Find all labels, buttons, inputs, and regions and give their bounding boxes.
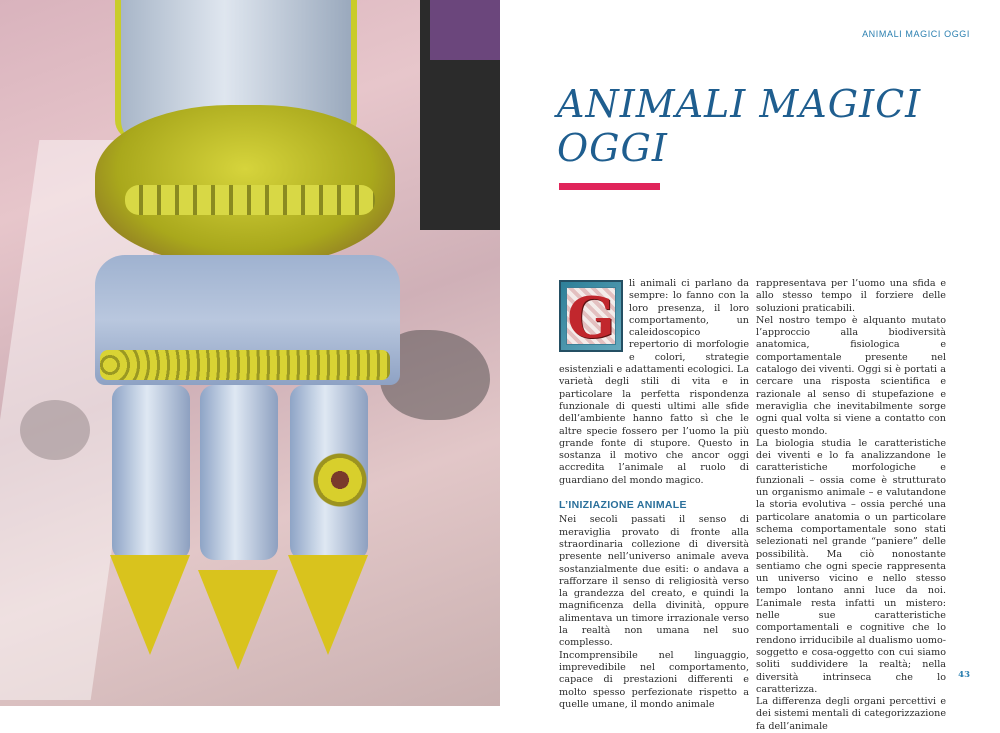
photo-claw bbox=[198, 570, 278, 670]
body-paragraph: Nel nostro tempo è alquanto mutato l’approccio alla biodiversità anatomica, fisiologica e comportamentale presente nel catalogo dei viventi. Oggi si è portati a cercare una risposta scientifica e razionale al senso di stupefazione e meraviglia che inevitabilmente sorge ogni qual volta si viene a contatto con questo mondo. bbox=[756, 314, 946, 437]
dropcap-letter: G bbox=[567, 285, 615, 351]
running-head: ANIMALI MAGICI OGGI bbox=[862, 29, 970, 39]
chapter-title: ANIMALI MAGICI OGGI bbox=[557, 82, 922, 170]
photo-bead-band bbox=[100, 350, 390, 380]
section-heading: L’INIZIAZIONE ANIMALE bbox=[559, 499, 687, 512]
page-number: 43 bbox=[958, 670, 970, 680]
body-paragraph: La differenza degli organi percettivi e dei sistemi mentali di categorizzazione fa dell’animale bbox=[756, 696, 946, 732]
photo-claw bbox=[110, 555, 190, 655]
photo-claw bbox=[288, 555, 368, 655]
body-paragraph: La biologia studia le caratteristiche dei viventi e lo fa analizzandone le caratteristiche morfologiche e funzionali – ossia come è strutturato un organismo animale – e valutandone la storia evolutiva – ossia perché una particolare anatomia o un particolare schema comportamentale sono stati selezionati nel grande “paniere” delle possibilità. Ma ciò nonostante sentiamo che ogni specie rappresenta un universo vicino e nello stesso tempo lontano anni luce da noi. L’animale resta infatti un mistero: nelle sue caratteristiche comportamentali e cognitive che lo rendono irriducibile al dualismo uomo-soggetto e cosa-oggetto con cui siamo soliti suddividere la realtà; nella diversità intrinseca che lo caratterizza. bbox=[756, 437, 946, 695]
body-paragraph: rappresentava per l’uomo una sfida e allo stesso tempo il forziere delle soluzioni praticabili. bbox=[756, 278, 946, 314]
photo-stain bbox=[20, 400, 90, 460]
photo-elephant-foot bbox=[0, 0, 500, 706]
photo-purple-patch bbox=[430, 0, 500, 60]
text-column-left bbox=[559, 278, 749, 711]
photo-collar-band bbox=[125, 185, 375, 215]
right-page bbox=[500, 0, 1000, 732]
intro-paragraph: li animali ci parlano da sempre: lo fanno con la loro presenza, il loro comportamento, un caleidoscopico repertorio di morfologie e colori, strategie esistenziali e adattamenti ecologici. La varietà degli stili di vita e in particolare la perfetta rispondenza funzionale di questi ultimi alle sfide dell’ambiente hanno fatto sì che le altre specie fossero per l’uomo la più grande fonte di stupore. Questo in sostanza il motivo che ancor oggi accredita l’animale al ruolo di guardiano del mondo magico. bbox=[559, 278, 749, 486]
body-paragraph: Nei secoli passati il senso di meraviglia provato di fronte alla straordinaria collezione di diversità presente nell’universo animale aveva sostanzialmente due esiti: o andava a rafforzare il senso di religiosità verso la grandezza del creato, e quindi la magnificenza della divinità, oppure alimentava un timore irrazionale verso la realtà non umana nel suo complesso. bbox=[559, 514, 749, 649]
photo-toe bbox=[200, 385, 278, 560]
photo-toe bbox=[112, 385, 190, 560]
body-paragraph: Incomprensibile nel linguaggio, imprevedibile nel comportamento, capace di prestazioni differenti e molto spesso perfezionate rispetto a quelle umane, il mondo animale bbox=[559, 649, 749, 710]
title-rule bbox=[559, 183, 660, 190]
dropcap-ornament bbox=[559, 280, 623, 352]
text-column-right bbox=[756, 278, 946, 733]
